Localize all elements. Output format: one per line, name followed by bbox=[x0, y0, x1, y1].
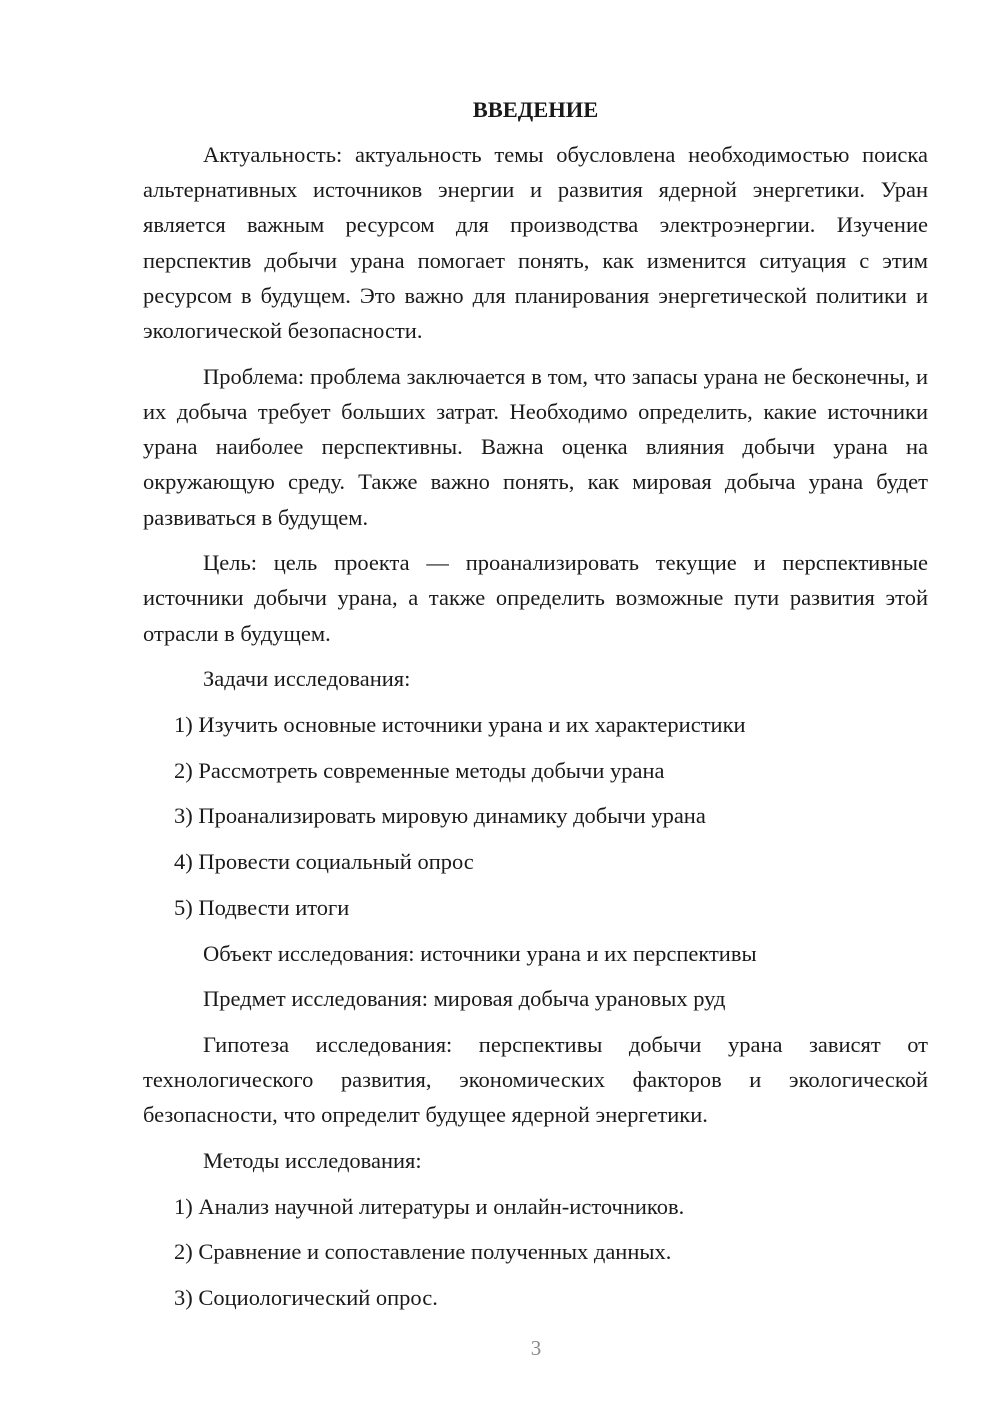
list-item: 3) Проанализировать мировую динамику добычи урана bbox=[174, 803, 706, 829]
page-content bbox=[143, 92, 928, 1326]
list-item: 1) Изучить основные источники урана и их характеристики bbox=[174, 712, 746, 738]
methods-list bbox=[143, 1189, 928, 1316]
tasks-title: Задачи исследования: bbox=[203, 666, 411, 692]
list-item: 2) Рассмотреть современные методы добычи урана bbox=[174, 757, 665, 783]
problem-paragraph: Проблема: проблема заключается в том, что запасы урана не бесконечны, и их добыча требует больших затрат. Необходимо определить, какие источники урана наиболее перспективны. Важна оценка влияния добычи урана на окружающую среду. Также важно понять, как мировая добыча урана будет развиваться в будущем. bbox=[143, 363, 928, 530]
goal-paragraph: Цель: цель проекта — проанализировать текущие и перспективные источники добычи урана, а также определить возможные пути развития этой отрасли в будущем. bbox=[143, 550, 928, 646]
methods-title: Методы исследования: bbox=[203, 1148, 422, 1174]
page-number: 3 bbox=[530, 1336, 542, 1360]
hypothesis-paragraph: Гипотеза исследования: перспективы добычи урана зависят от технологического развития, экономических факторов и экологической безопасности, что определит будущее ядерной энергетики. bbox=[143, 1031, 928, 1128]
research-subject: Предмет исследования: мировая добыча урановых руд bbox=[203, 986, 726, 1012]
list-item: 1) Анализ научной литературы и онлайн-источников. bbox=[174, 1193, 685, 1219]
list-item: 5) Подвести итоги bbox=[174, 894, 350, 920]
list-item: 4) Провести социальный опрос bbox=[174, 849, 474, 875]
list-item: 2) Сравнение и сопоставление полученных данных. bbox=[174, 1239, 672, 1265]
list-item: 3) Социологический опрос. bbox=[174, 1285, 438, 1311]
section-heading: ВВЕДЕНИЕ bbox=[472, 97, 599, 122]
tasks-list bbox=[143, 707, 928, 925]
research-object: Объект исследования: источники урана и их перспективы bbox=[203, 940, 757, 966]
relevance-paragraph: Актуальность: актуальность темы обусловлена необходимостью поиска альтернативных источников энергии и развития ядерной энергетики. Уран является важным ресурсом для производства электроэнергии. Изучение перспектив добычи урана помогает понять, как изменится ситуация с этим ресурсом в будущем. Это важно для планирования энергетической политики и экологической безопасности. bbox=[143, 142, 928, 344]
